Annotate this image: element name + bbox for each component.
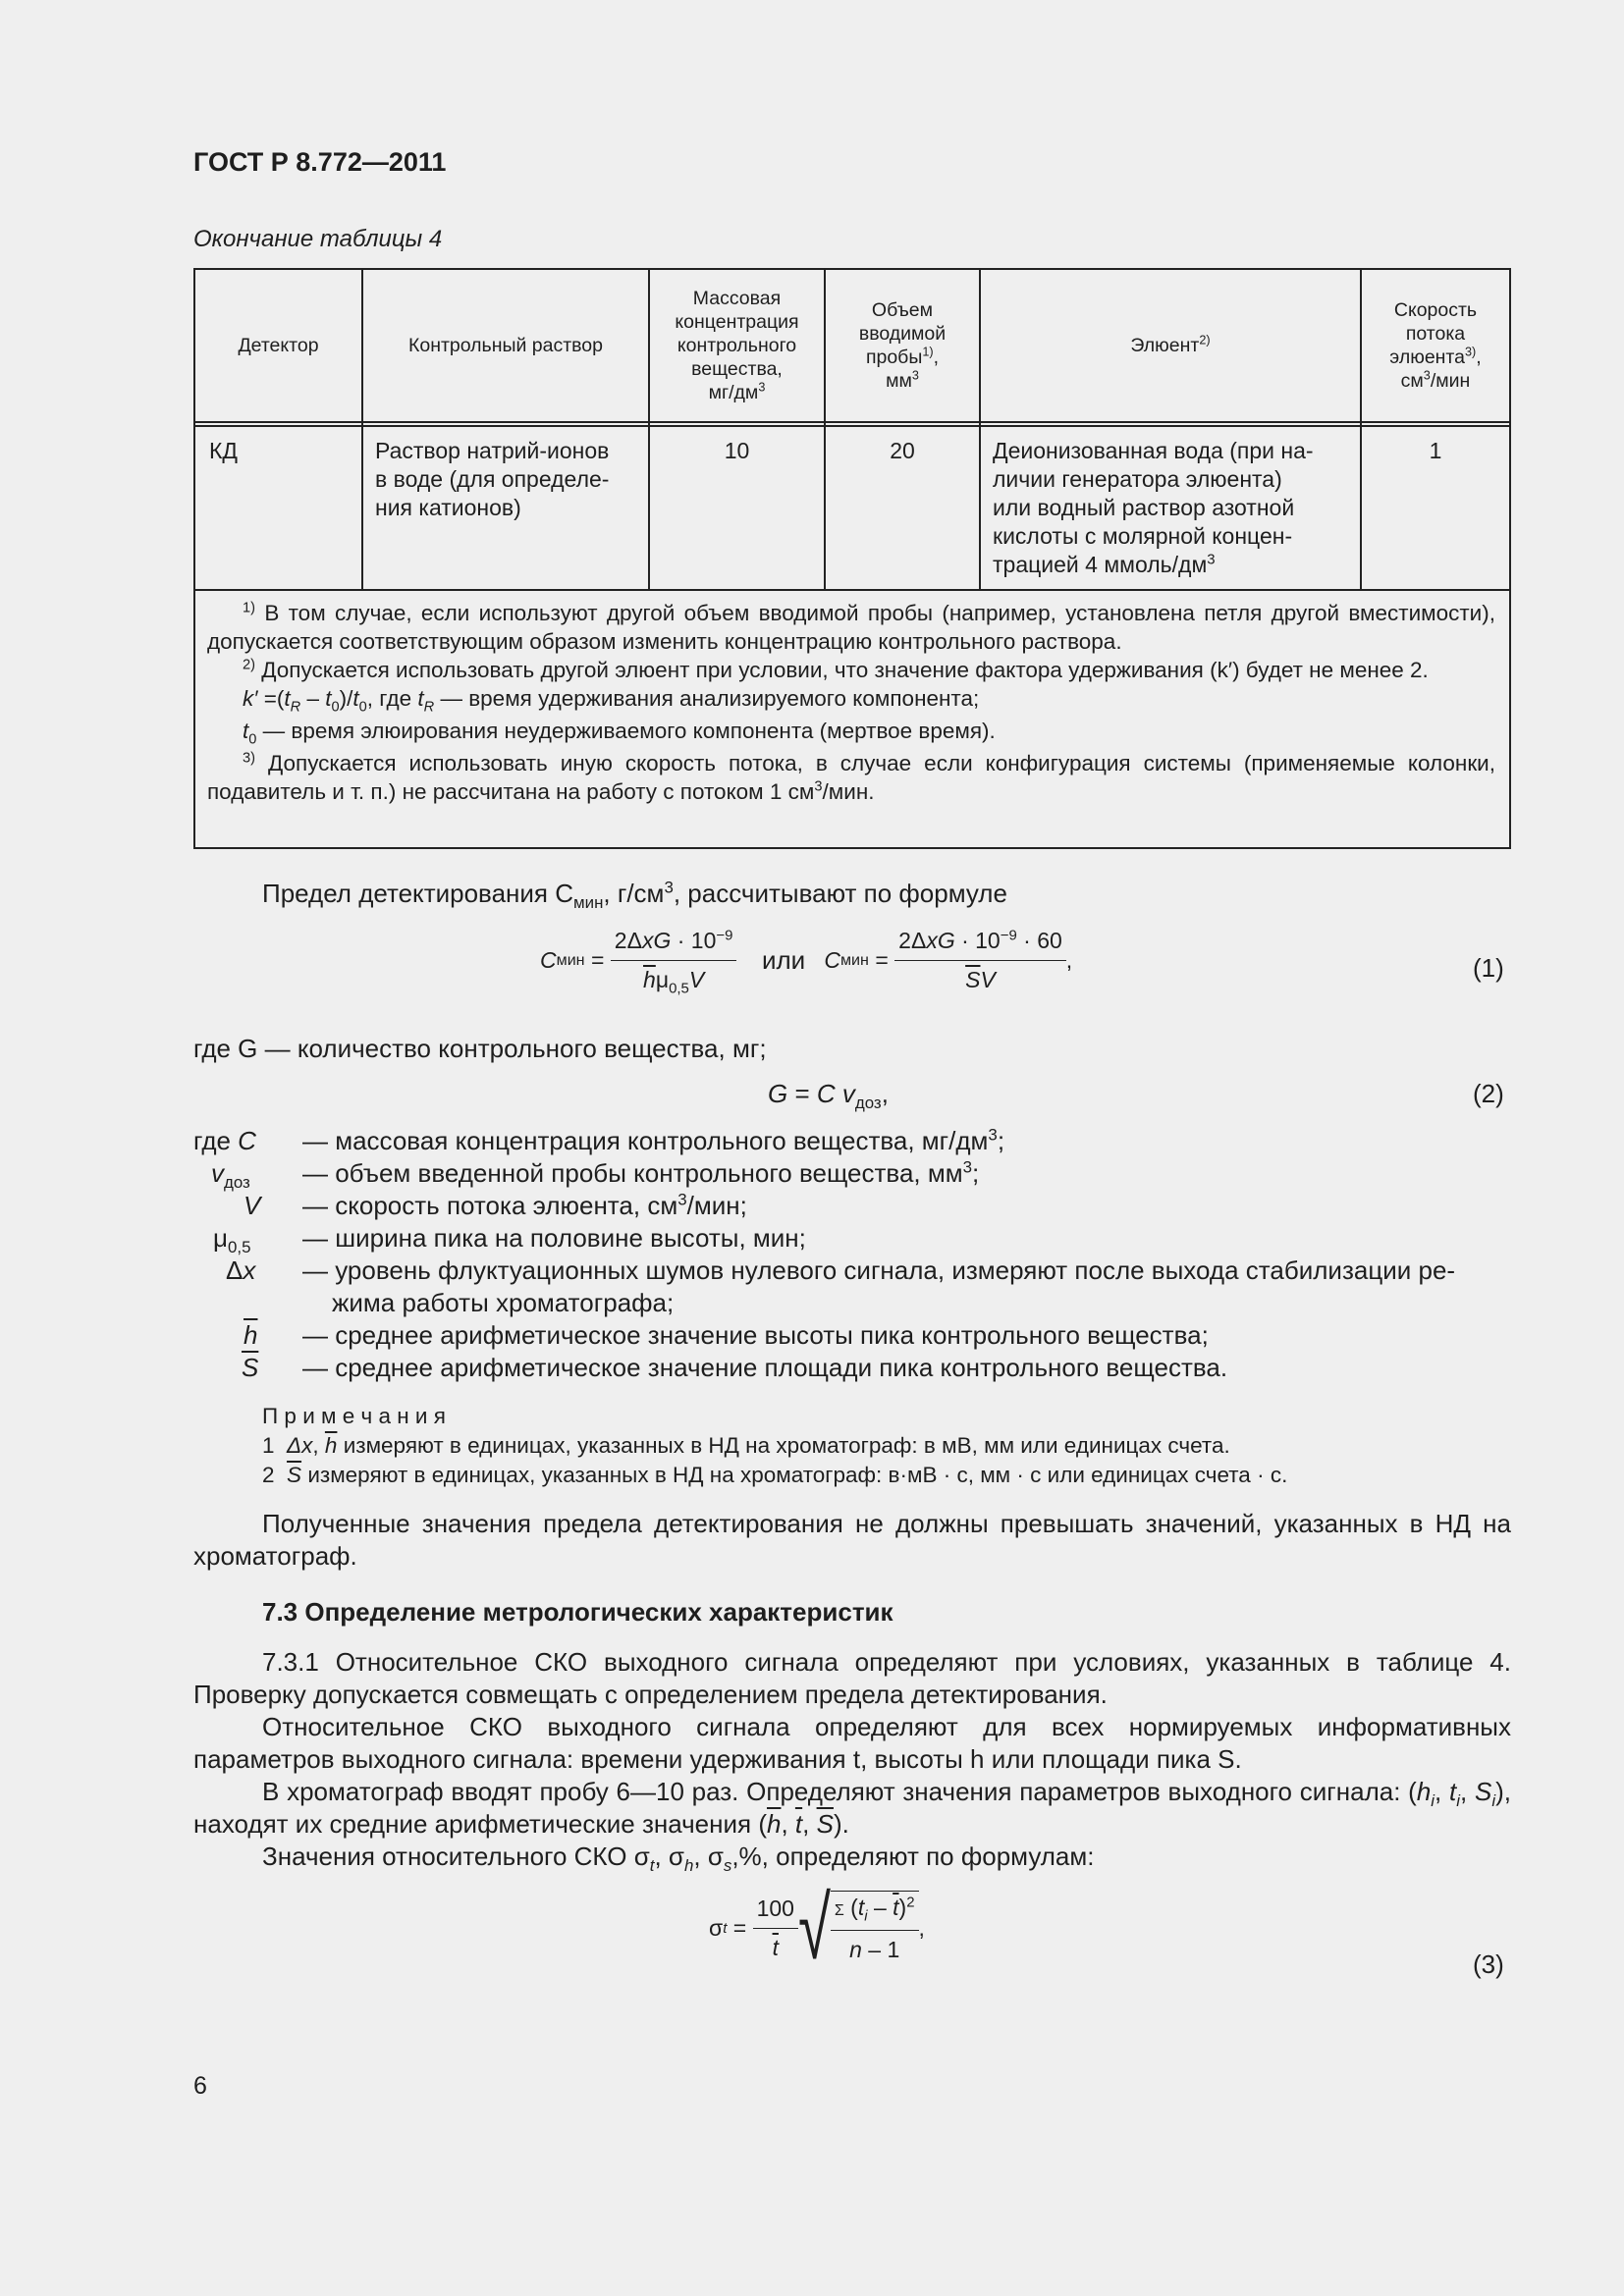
equation-3: σ t = $\frac{100}{t}$ √ $\frac{\Sigma (t_i - \overline{t})^2}{n - 1}$ , (709, 1878, 925, 1977)
footnote-2: $^{2)}$ Допускается использовать другой элюент при условии, что значение фактора удерживания (k′) будет не менее 2. (243, 657, 1429, 682)
paragraph-relative-sko: Относительное СКО выходного сигнала определяют для всех нормируемых информативных параметров выходного сигнала: времени удерживания t, высоты h или площади пика S. (193, 1712, 1511, 1774)
paragraph-7-3-1: 7.3.1 Относительное СКО выходного сигнала определяют при условиях, указанных в таблице 4. Проверку допускается совмещать с определением предела детектирования. (193, 1647, 1511, 1709)
where-item: $v_{доз}$ — объем введенной пробы контрольного вещества, $мм^3$; (211, 1157, 980, 1193)
equation-2-number: (2) (1473, 1079, 1504, 1108)
page-number: 6 (193, 2072, 207, 2100)
document-code: ГОСТ Р 8.772—2011 (193, 147, 447, 177)
equation-1-number: (1) (1473, 953, 1504, 983)
cell-flow-rate: 1 (1429, 438, 1442, 463)
detect-limit-intro: Предел детектирования $С_{мин}$, $г/см^3$, рассчитывают по формуле (262, 878, 1007, 913)
table-caption: Окончание таблицы 4 (193, 226, 443, 252)
header-solution: Контрольный раствор (408, 335, 603, 356)
header-flow-rate: Скорость потока элюента$^{3)}$, $см^3$/мин (1389, 299, 1482, 392)
where-item: где C — массовая концентрация контрольного вещества, $мг/дм^3$; (193, 1125, 1005, 1155)
header-eluent: Элюент$^{2)}$ (1130, 333, 1211, 356)
table-4 (193, 268, 1511, 849)
cell-solution: Раствор натрий-ионов в воде (для определе- ния катионов) (375, 438, 610, 520)
header-volume: Объем вводимой пробы$^{1)}$, $мм^3$ (858, 299, 947, 392)
section-title: 7.3 Определение метрологических характеристик (262, 1597, 893, 1627)
where-item: V — скорость потока элюента, $см^3$/мин; (244, 1190, 747, 1220)
conclusion-paragraph: Полученные значения предела детектирования не должны превышать значений, указанных в НД на хроматограф. (193, 1509, 1511, 1571)
cell-mass-concentration: 10 (724, 438, 750, 463)
where-item: $\mu_{0,5}$ — ширина пика на половине высоты, мин; (213, 1223, 806, 1257)
equation-3-number: (3) (1473, 1949, 1504, 1979)
note-1: 1 Δx, $\overline{h}$ измеряют в единицах, указанных в НД на хроматограф: в мВ, мм или единицах счета. (262, 1433, 1230, 1458)
footnote-2-t0: $t_0$ — время элюирования неудерживаемого компонента (мертвое время). (243, 719, 996, 748)
notes-title: П р и м е ч а н и я (262, 1404, 446, 1428)
equation-1: C мин = $\frac{2\Delta xG \cdot 10^{-9}}{\overline{h}\mu_{0,5}V}$ или C мин = $\frac{2\Delta xG \cdot 10^{-9} \cdot 60}{\overline{S}V}$ , (540, 925, 1072, 996)
cell-detector: КД (209, 438, 238, 463)
where-item: Δx — уровень флуктуационных шумов нулевого сигнала, измеряют после выхода стабилизации ре- жима работы хроматографа; (226, 1255, 1456, 1317)
footnote-3: $^{3)}$ Допускается использовать иную скорость потока, в случае если конфигурация системы (применяемые колонки, подавитель и т. п.) не рассчитана на работу с потоком 1 $см^3$/мин. (207, 750, 1495, 804)
cell-volume: 20 (890, 438, 915, 463)
paragraph-inject: В хроматограф вводят пробу 6—10 раз. Определяют значения параметров выходного сигнала: ($h_i$, $t_i$, $S_i$), находят их средние арифметические значения ($\overline{h}$, $\overline{t}$, $\overline{S}$). (193, 1777, 1511, 1839)
header-mass-concentration: Массовая концентрация контрольного вещества, $мг/дм^3$ (675, 288, 799, 403)
where-list (193, 1125, 1511, 1384)
where-g: где G — количество контрольного вещества, мг; (193, 1034, 767, 1063)
cell-eluent: Деионизованная вода (при на- личии генератора элюента) или водный раствор азотной кислоты с молярной концен- трацией 4 ммоль/$дм^3$ (993, 438, 1314, 577)
table-footnotes (207, 599, 1495, 806)
header-detector: Детектор (238, 335, 319, 356)
footnote-2-formula: $k' =(t_R - t_0)/t_0$, где $t_R$ — время удерживания анализируемого компонента; (243, 686, 980, 716)
where-item: $\overline{S}$ — среднее арифметическое значение площади пика контрольного вещества. (242, 1353, 1228, 1382)
footnote-1: $^{1)}$ В том случае, если используют другой объем вводимой пробы (например, установлена петля другой вместимости), допускается соответствующим образом изменить концентрацию контрольного раствора. (207, 600, 1495, 654)
note-2: 2 $\overline{S}$ измеряют в единицах, указанных в НД на хроматограф: в·мВ · с, мм · с или единицах счета · с. (262, 1463, 1288, 1487)
notes (262, 1402, 1509, 1490)
where-item: $\overline{h}$ — среднее арифметическое значение высоты пика контрольного вещества; (244, 1320, 1209, 1350)
equation-2: G = C $v_{доз}$, (768, 1079, 889, 1113)
paragraph-values: Значения относительного СКО $\sigma_t$, $\sigma_h$, $\sigma_s,\%$, определяют по формулам: (262, 1842, 1095, 1876)
